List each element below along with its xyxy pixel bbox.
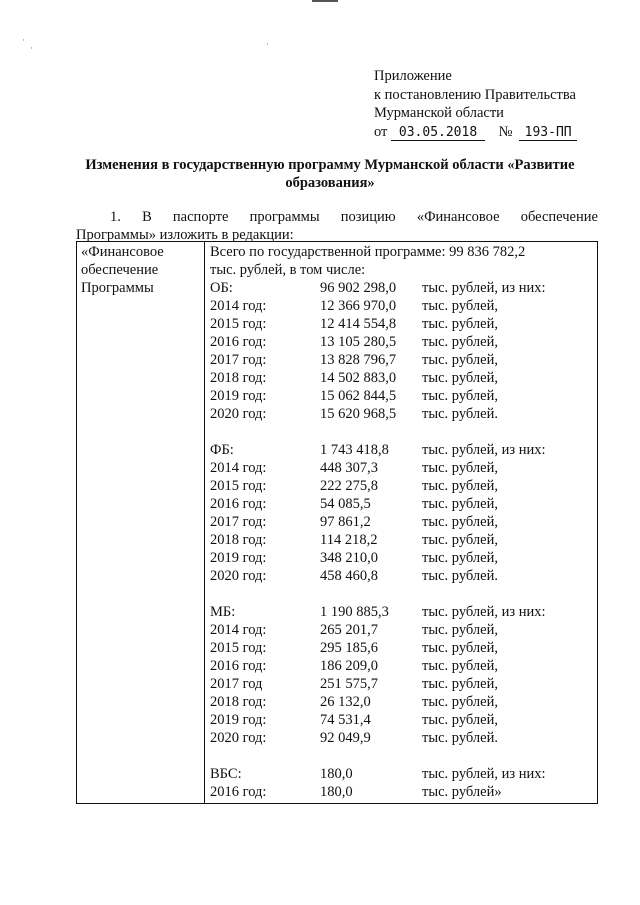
row-label: 2015 год:	[210, 316, 267, 332]
row-unit: тыс. рублей.	[422, 568, 498, 584]
row-label: 2020 год:	[210, 406, 267, 422]
row-label: 2019 год:	[210, 388, 267, 404]
row-label: 2018 год:	[210, 694, 267, 710]
row-label: 2018 год:	[210, 532, 267, 548]
row-unit: тыс. рублей»	[422, 784, 502, 800]
funding-row	[210, 657, 593, 675]
funding-row	[210, 315, 593, 333]
funding-row	[210, 783, 593, 801]
funding-row	[210, 351, 593, 369]
funding-row	[210, 405, 593, 423]
row-value: 15 620 968,5	[320, 406, 397, 422]
funding-row	[210, 369, 593, 387]
from-label: от	[374, 123, 388, 140]
row-label: 2015 год:	[210, 640, 267, 656]
paragraph-word: «Финансовое	[416, 209, 500, 225]
row-unit: тыс. рублей,	[422, 550, 498, 566]
funding-row	[210, 765, 593, 783]
row-value: 13 828 796,7	[320, 352, 397, 368]
row-value: 54 085,5	[320, 496, 371, 512]
row-unit: тыс. рублей,	[422, 514, 498, 530]
row-value: 74 531,4	[320, 712, 371, 728]
appendix-signature-line	[374, 123, 577, 142]
decree-date: 03.05.2018	[398, 124, 478, 140]
row-value: 458 460,8	[320, 568, 378, 584]
funding-row	[210, 567, 593, 585]
row-value: 295 185,6	[320, 640, 378, 656]
row-unit: тыс. рублей, из них:	[422, 604, 546, 620]
row-unit: тыс. рублей,	[422, 496, 498, 512]
row-unit: тыс. рублей,	[422, 676, 498, 692]
row-value: 97 861,2	[320, 514, 371, 530]
row-unit: тыс. рублей,	[422, 334, 498, 350]
row-unit: тыс. рублей, из них:	[422, 442, 546, 458]
position-label-cell	[77, 242, 205, 804]
funding-row	[210, 603, 593, 621]
appendix-line: Мурманской области	[374, 105, 504, 121]
row-value: 265 201,7	[320, 622, 378, 638]
position-label: «Финансовое обеспечение Программы	[81, 244, 164, 296]
row-unit: тыс. рублей,	[422, 298, 498, 314]
row-label: 2016 год:	[210, 784, 267, 800]
scan-speck: ·	[22, 35, 25, 45]
row-value: 186 209,0	[320, 658, 378, 674]
row-value: 251 575,7	[320, 676, 378, 692]
paragraph-word: позицию	[340, 209, 396, 225]
appendix-line: к постановлению Правительства	[374, 86, 576, 103]
row-label: 2018 год:	[210, 370, 267, 386]
row-value: 92 049,9	[320, 730, 371, 746]
row-value: 12 414 554,8	[320, 316, 397, 332]
row-label: 2014 год:	[210, 460, 267, 476]
total-line: тыс. рублей, в том числе:	[210, 262, 366, 278]
row-label: ВБС:	[210, 766, 242, 782]
row-value: 15 062 844,5	[320, 388, 397, 404]
row-unit: тыс. рублей.	[422, 730, 498, 746]
row-value: 348 210,0	[320, 550, 378, 566]
financing-table	[76, 241, 598, 804]
row-unit: тыс. рублей,	[422, 640, 498, 656]
funding-sources	[210, 279, 593, 801]
funding-row	[210, 477, 593, 495]
appendix-line: Приложение	[374, 68, 452, 84]
row-value: 222 275,8	[320, 478, 378, 494]
scan-speck: ·	[266, 39, 269, 49]
row-label: 2019 год:	[210, 550, 267, 566]
row-value: 448 307,3	[320, 460, 378, 476]
row-label: 2017 год	[210, 676, 263, 692]
funding-row	[210, 729, 593, 747]
row-value: 96 902 298,0	[320, 280, 397, 296]
paragraph-number: 1.	[110, 209, 121, 225]
funding-row	[210, 333, 593, 351]
row-label: 2016 год:	[210, 658, 267, 674]
row-label: 2020 год:	[210, 568, 267, 584]
row-unit: тыс. рублей,	[422, 712, 498, 728]
row-label: ФБ:	[210, 442, 234, 458]
row-unit: тыс. рублей,	[422, 622, 498, 638]
row-label: 2016 год:	[210, 496, 267, 512]
funding-row	[210, 459, 593, 477]
row-unit: тыс. рублей, из них:	[422, 766, 546, 782]
row-label: 2020 год:	[210, 730, 267, 746]
row-value: 1 743 418,8	[320, 442, 389, 458]
row-value: 14 502 883,0	[320, 370, 397, 386]
paragraph-first-line	[76, 208, 598, 226]
row-label: 2017 год:	[210, 352, 267, 368]
funding-row	[210, 693, 593, 711]
row-value: 180,0	[320, 784, 353, 800]
intro-paragraph	[76, 208, 598, 244]
row-unit: тыс. рублей,	[422, 478, 498, 494]
row-unit: тыс. рублей,	[422, 532, 498, 548]
number-field	[519, 125, 577, 141]
paragraph-word: обеспечение	[520, 209, 598, 225]
number-label: №	[498, 123, 513, 140]
funding-row	[210, 549, 593, 567]
scan-speck: ·	[30, 43, 33, 53]
row-value: 180,0	[320, 766, 353, 782]
funding-row	[210, 639, 593, 657]
funding-row	[210, 711, 593, 729]
row-label: 2015 год:	[210, 478, 267, 494]
block-spacer	[210, 585, 593, 603]
row-label: МБ:	[210, 604, 236, 620]
total-line: Всего по государственной программе: 99 836 782,2	[210, 244, 526, 260]
row-label: 2016 год:	[210, 334, 267, 350]
row-value: 114 218,2	[320, 532, 378, 548]
funding-row	[210, 387, 593, 405]
row-label: 2019 год:	[210, 712, 267, 728]
financing-values-cell	[205, 242, 598, 804]
row-unit: тыс. рублей,	[422, 388, 498, 404]
row-value: 1 190 885,3	[320, 604, 389, 620]
funding-row	[210, 513, 593, 531]
row-unit: тыс. рублей.	[422, 406, 498, 422]
funding-row	[210, 621, 593, 639]
block-spacer	[210, 747, 593, 765]
paragraph-word: программы	[249, 209, 320, 225]
decree-number: 193-ПП	[524, 124, 572, 140]
row-label: 2014 год:	[210, 298, 267, 314]
funding-row	[210, 675, 593, 693]
row-unit: тыс. рублей, из них:	[422, 280, 546, 296]
row-unit: тыс. рублей,	[422, 460, 498, 476]
funding-row	[210, 441, 593, 459]
row-unit: тыс. рублей,	[422, 370, 498, 386]
row-unit: тыс. рублей,	[422, 658, 498, 674]
funding-row	[210, 297, 593, 315]
row-label: 2017 год:	[210, 514, 267, 530]
date-field	[391, 125, 485, 141]
appendix-header	[374, 67, 577, 141]
row-unit: тыс. рублей,	[422, 694, 498, 710]
scan-edge-mark	[312, 0, 338, 2]
funding-row	[210, 279, 593, 297]
funding-row	[210, 531, 593, 549]
row-unit: тыс. рублей,	[422, 316, 498, 332]
block-spacer	[210, 423, 593, 441]
row-value: 26 132,0	[320, 694, 371, 710]
paragraph-word: паспорте	[172, 209, 229, 225]
row-value: 12 366 970,0	[320, 298, 397, 314]
paragraph-word: В	[142, 209, 152, 225]
row-value: 13 105 280,5	[320, 334, 397, 350]
funding-row	[210, 495, 593, 513]
row-label: 2014 год:	[210, 622, 267, 638]
row-label: ОБ:	[210, 280, 233, 296]
paragraph-second-line: Программы» изложить в редакции:	[76, 227, 294, 243]
row-unit: тыс. рублей,	[422, 352, 498, 368]
document-title: Изменения в государственную программу Мурманской области «Развитие образования»	[85, 157, 575, 191]
